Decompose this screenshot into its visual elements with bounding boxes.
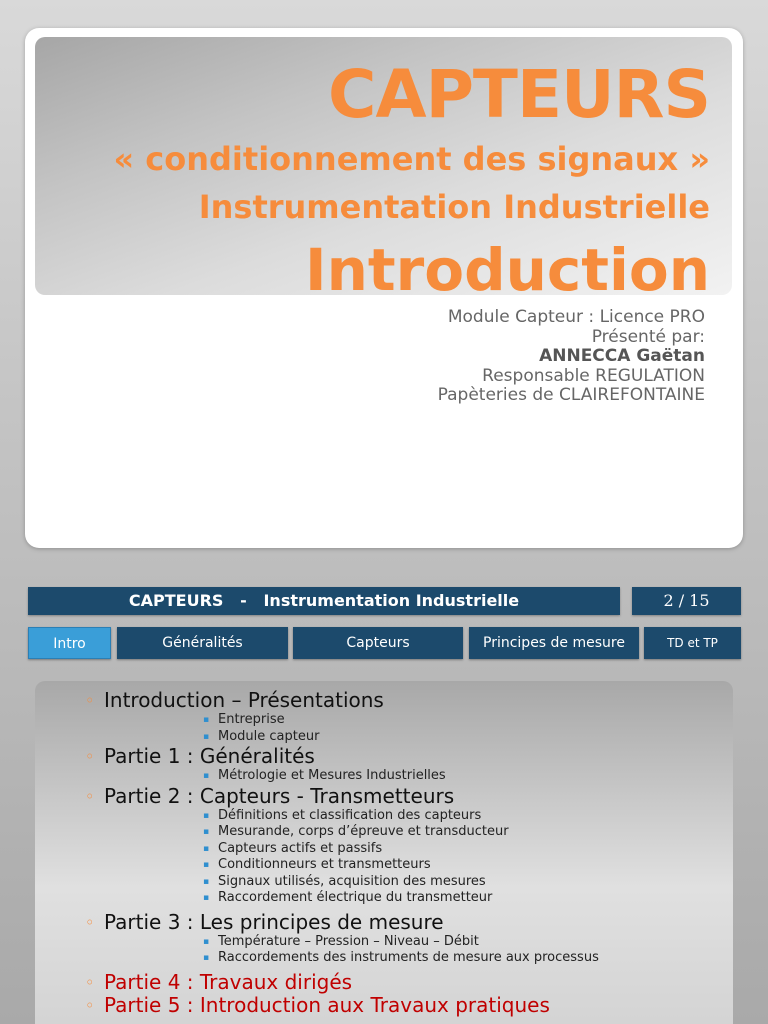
blue-square-bullet-icon: ▪ (203, 731, 210, 742)
slide-header: CAPTEURS - Instrumentation Industrielle (28, 587, 620, 615)
tab-generalites[interactable]: Généralités (117, 627, 288, 659)
title-banner (35, 37, 732, 304)
outline-item: ◦ Partie 5 : Introduction aux Travaux pratiques (85, 992, 550, 1017)
slide-subtitle-3: Introduction (305, 236, 710, 304)
outline-subitem: ▪ Module capteur (203, 728, 320, 744)
presenter-role: Responsable REGULATION (482, 365, 705, 386)
blue-square-bullet-icon: ▪ (203, 860, 210, 870)
presented-by-line: Présenté par: (591, 326, 705, 347)
presenter-company: Papèteries de CLAIREFONTAINE (437, 385, 705, 405)
outline-subitem: ▪ Entreprise (203, 712, 285, 727)
orange-ring-bullet-icon: ◦ (85, 972, 95, 992)
outline-item: ◦ Partie 1 : Généralités (85, 744, 315, 768)
outline-item: ◦ Partie 3 : Les principes de mesure (85, 909, 444, 934)
blue-square-bullet-icon: ▪ (203, 843, 210, 854)
blue-square-bullet-icon: ▪ (203, 936, 210, 947)
outline-item: ◦ Introduction – Présentations (85, 688, 384, 712)
orange-ring-bullet-icon: ◦ (85, 747, 95, 766)
outline-subitem: ▪ Température – Pression – Niveau – Débit (203, 933, 479, 949)
outline-subitem: ▪ Capteurs actifs et passifs (203, 840, 383, 856)
page-counter: 2 / 15 (632, 587, 741, 615)
module-line: Module Capteur : Licence PRO (447, 307, 705, 327)
outline-subitem: ▪ Raccordement électrique du transmetteur (203, 890, 493, 905)
outline-subitem: ▪ Conditionneurs et transmetteurs (203, 857, 431, 872)
presenter-info (438, 308, 705, 406)
tab-capteurs[interactable]: Capteurs (293, 627, 463, 659)
outline-item: ◦ Partie 2 : Capteurs - Transmetteurs (85, 783, 455, 808)
tab-td-et-tp[interactable]: TD et TP (644, 627, 741, 659)
outline-list (85, 689, 599, 1017)
outline-panel (35, 681, 733, 1024)
orange-ring-bullet-icon: ◦ (85, 786, 95, 806)
tab-principes-de-mesure[interactable]: Principes de mesure (469, 627, 639, 659)
outline-subitem: ▪ Métrologie et Mesures Industrielles (203, 768, 446, 783)
blue-square-bullet-icon: ▪ (203, 827, 210, 837)
outline-subitem: ▪ Signaux utilisés, acquisition des mesures (203, 873, 486, 889)
tab-intro[interactable]: Intro (28, 627, 111, 659)
blue-square-bullet-icon: ▪ (203, 876, 210, 887)
outline-subitem: ▪ Mesurande, corps d’épreuve et transducteur (203, 824, 509, 839)
orange-ring-bullet-icon: ◦ (85, 691, 95, 710)
outline-slide (0, 575, 768, 1024)
slide-subtitle-1: « conditionnement des signaux » (113, 140, 710, 178)
blue-square-bullet-icon: ▪ (203, 771, 210, 781)
blue-square-bullet-icon: ▪ (203, 953, 210, 963)
orange-ring-bullet-icon: ◦ (85, 995, 95, 1015)
title-slide (25, 28, 743, 548)
blue-square-bullet-icon: ▪ (203, 893, 210, 903)
outline-item: ◦ Partie 4 : Travaux dirigés (85, 969, 353, 994)
blue-square-bullet-icon: ▪ (203, 810, 210, 821)
outline-subitem: ▪ Définitions et classification des capteurs (203, 807, 482, 823)
slide-title: CAPTEURS (328, 56, 710, 133)
outline-subitem: ▪ Raccordements des instruments de mesure aux processus (203, 950, 599, 965)
slide-subtitle-2: Instrumentation Industrielle (198, 188, 710, 226)
presenter-name: ANNECCA Gaëtan (539, 346, 705, 366)
orange-ring-bullet-icon: ◦ (85, 912, 95, 932)
blue-square-bullet-icon: ▪ (203, 715, 210, 725)
